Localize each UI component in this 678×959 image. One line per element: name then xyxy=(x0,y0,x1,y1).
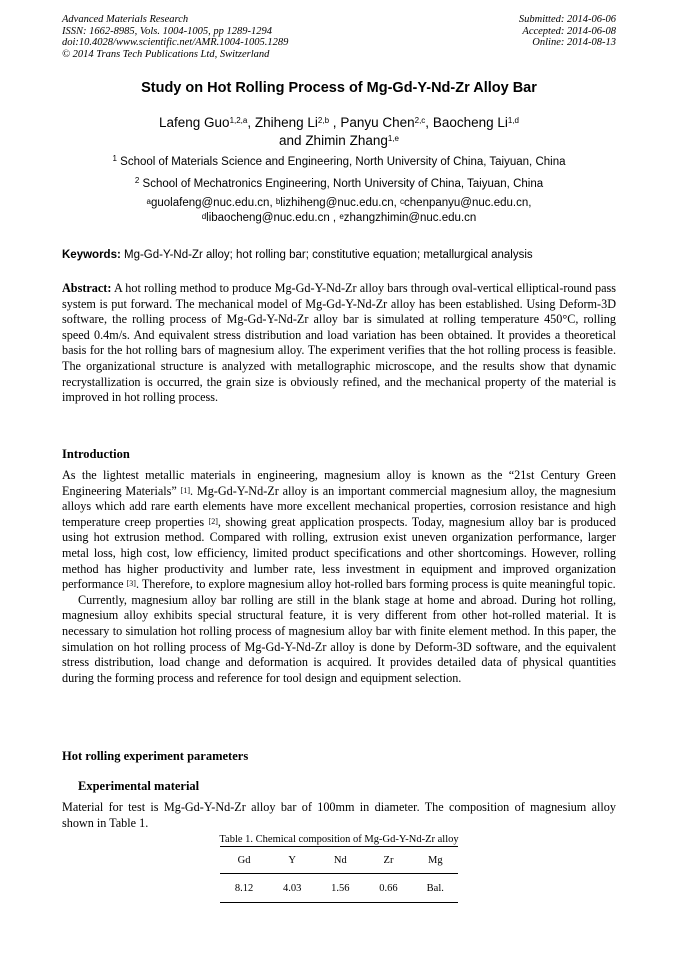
column-header: Gd xyxy=(220,847,268,874)
affiliation-mark: 2 xyxy=(134,176,140,185)
table-cell: 1.56 xyxy=(316,874,364,903)
paragraph xyxy=(62,468,616,593)
paragraph-text: . Therefore, to explore magnesium alloy hot-rolled bars forming process is quite meaningful topic. xyxy=(135,577,616,592)
journal-copyright: © 2014 Trans Tech Publications Ltd, Switzerland xyxy=(62,48,270,60)
author-affiliation-mark: 2,c xyxy=(414,116,426,125)
email-address: chenpanyu@nuc.edu.cn xyxy=(404,197,529,209)
online-date: Online: 2014-08-13 xyxy=(532,37,616,48)
citation-ref: [3] xyxy=(126,579,136,589)
paragraph-text: , showing great application prospects. Today, magnesium alloy bar is produced using hot extrusion method. Compared with rolling, extrusion exist uneven organization performance, larger metal loss, high cost, low efficiency, limited product specifications and other shortcomings. However, rolling method has higher productivity and lumber rate, less investment in equipment and improved organization performance xyxy=(62,514,616,592)
abstract xyxy=(62,281,616,406)
material-paragraph xyxy=(62,800,616,831)
journal-issn: ISSN: 1662-8985, Vols. 1004-1005, pp 1289-1294 xyxy=(62,25,272,37)
section-heading-introduction: Introduction xyxy=(62,447,130,461)
affiliation-text: School of Mechatronics Engineering, North University of China, Taiyuan, China xyxy=(142,178,544,190)
paragraph-text: As the lightest metallic materials in engineering, magnesium alloy is known as the “21st Century Green Engineering Materials” xyxy=(62,468,616,498)
journal-info xyxy=(62,14,288,60)
paragraph: Material for test is Mg-Gd-Y-Nd-Zr alloy bar of 100mm in diameter. The composition of magnesium alloy shown in Table 1. xyxy=(62,800,616,830)
email-address: guolafeng@nuc.edu.cn xyxy=(150,197,270,209)
subsection-heading-material: Experimental material xyxy=(78,779,200,793)
email-mark: c xyxy=(400,197,405,206)
author-conjunction: and xyxy=(279,133,302,148)
citation-ref: [2] xyxy=(208,516,218,526)
author-name: Zhimin Zhang xyxy=(305,133,388,148)
author-affiliation-mark: 1,e xyxy=(387,134,399,143)
affiliation-1 xyxy=(0,156,678,168)
paragraph: Currently, magnesium alloy bar rolling are still in the blank stage at home and abroad. During hot rolling, magnesium alloy exhibits special structural feature, it is very different from other hot-rolled material. It is necessary to simulation hot rolling process of magnesium alloy bar with finite element method. In this paper, the simulation on hot rolling process of Mg-Gd-Y-Nd-Zr alloy is done by Deform-3D software, and the equivalent stress distribution, load change and deformation is acquired. It provides detailed data of physical quantities during the forming process and reference for tool design and equipment selection. xyxy=(62,592,616,685)
paper-title: Study on Hot Rolling Process of Mg-Gd-Y-Nd-Zr Alloy Bar xyxy=(141,80,537,96)
abstract-text: A hot rolling method to produce Mg-Gd-Y-Nd-Zr alloy bars through oval-vertical elliptical-round pass system is put forward. The mechanical model of Mg-Gd-Y-Nd-Zr alloy has been established. Using Deform-3D software, the rolling process of Mg-Gd-Y-Nd-Zr alloy bar is simulated at rolling temperature 450°C, rolling speed 0.4m/s. And equivalent stress distribution and load variation has been obtained. It provides a theoretical basis for the hot rolling bars of magnesium alloy. The experiment verifies that the hot rolling process is feasible. The organizational structure is analyzed with metallographic microscope, and the results show that dynamic recrystallization is occurred, the grain size is obviously refined, and the mechanical property of the material is improved in hot rolling process. xyxy=(62,281,617,405)
composition-table xyxy=(220,846,458,903)
keywords-text: Mg-Gd-Y-Nd-Zr alloy; hot rolling bar; constitutive equation; metallurgical analysis xyxy=(124,249,533,261)
abstract-label: Abstract: xyxy=(62,281,112,295)
table-cell: 8.12 xyxy=(220,874,268,903)
affiliation-2 xyxy=(0,178,678,190)
email-address: zhangzhimin@nuc.edu.cn xyxy=(343,212,477,224)
section-heading-experiment: Hot rolling experiment parameters xyxy=(62,749,249,763)
column-header: Zr xyxy=(364,847,412,874)
author-name: Panyu Chen xyxy=(340,115,415,130)
email-address: libaocheng@nuc.edu.cn xyxy=(206,212,330,224)
keywords xyxy=(62,249,616,261)
author-name: Baocheng Li xyxy=(432,115,508,130)
table-caption: Table 1. Chemical composition of Mg-Gd-Y-Nd-Zr alloy xyxy=(219,834,459,845)
column-header: Mg xyxy=(413,847,458,874)
author-name: Lafeng Guo xyxy=(159,115,230,130)
author-name: Zhiheng Li xyxy=(254,115,318,130)
author-list: Lafeng Guo$^{1,2,a}$, Zhiheng Li$^{2,b}$ , Panyu Chen$^{2,c}$, Baocheng Li$^{1,d}$ and Zhimin Zhang$^{1,e}$ xyxy=(159,115,519,148)
table-row xyxy=(220,874,458,903)
column-header: Nd xyxy=(316,847,364,874)
accepted-date: Accepted: 2014-06-08 xyxy=(522,25,616,37)
author-affiliation-mark: 1,d xyxy=(507,116,519,125)
submission-dates xyxy=(519,14,616,49)
email-address: lizhiheng@nuc.edu.cn xyxy=(280,197,394,209)
citation-ref: [1] xyxy=(180,485,190,495)
email-mark: a xyxy=(146,197,151,206)
email-mark: b xyxy=(275,197,281,206)
column-header: Y xyxy=(268,847,316,874)
affiliation-text: School of Materials Science and Engineering, North University of China, Taiyuan, China xyxy=(120,156,566,168)
table-cell: 4.03 xyxy=(268,874,316,903)
email-mark: e xyxy=(339,212,344,221)
introduction-body xyxy=(62,468,616,686)
author-affiliation-mark: 2,b xyxy=(317,116,330,125)
email-mark: d xyxy=(201,212,207,221)
journal-name: Advanced Materials Research xyxy=(62,14,189,25)
table-cell: Bal. xyxy=(413,874,458,903)
table-cell: 0.66 xyxy=(364,874,412,903)
table-header-row xyxy=(220,847,458,874)
affiliation-mark: 1 xyxy=(112,154,117,163)
author-emails: $^a$guolafeng@nuc.edu.cn, $^b$lizhiheng@nuc.edu.cn, $^c$chenpanyu@nuc.edu.cn, $^d$libaocheng@nuc.edu.cn , $^e$zhangzhimin@nuc.edu.cn xyxy=(146,197,532,224)
journal-doi: doi:10.4028/www.scientific.net/AMR.1004-1005.1289 xyxy=(62,37,289,48)
submitted-date: Submitted: 2014-06-06 xyxy=(518,14,616,25)
author-affiliation-mark: 1,2,a xyxy=(229,116,248,125)
keywords-label: Keywords: xyxy=(62,249,121,261)
paragraph-text: . Mg-Gd-Y-Nd-Zr alloy is an important commercial magnesium alloy, the magnesium alloys which add rare earth elements have more excellent mechanical properties, corrosion resistance and high temperature creep properties xyxy=(62,483,616,529)
